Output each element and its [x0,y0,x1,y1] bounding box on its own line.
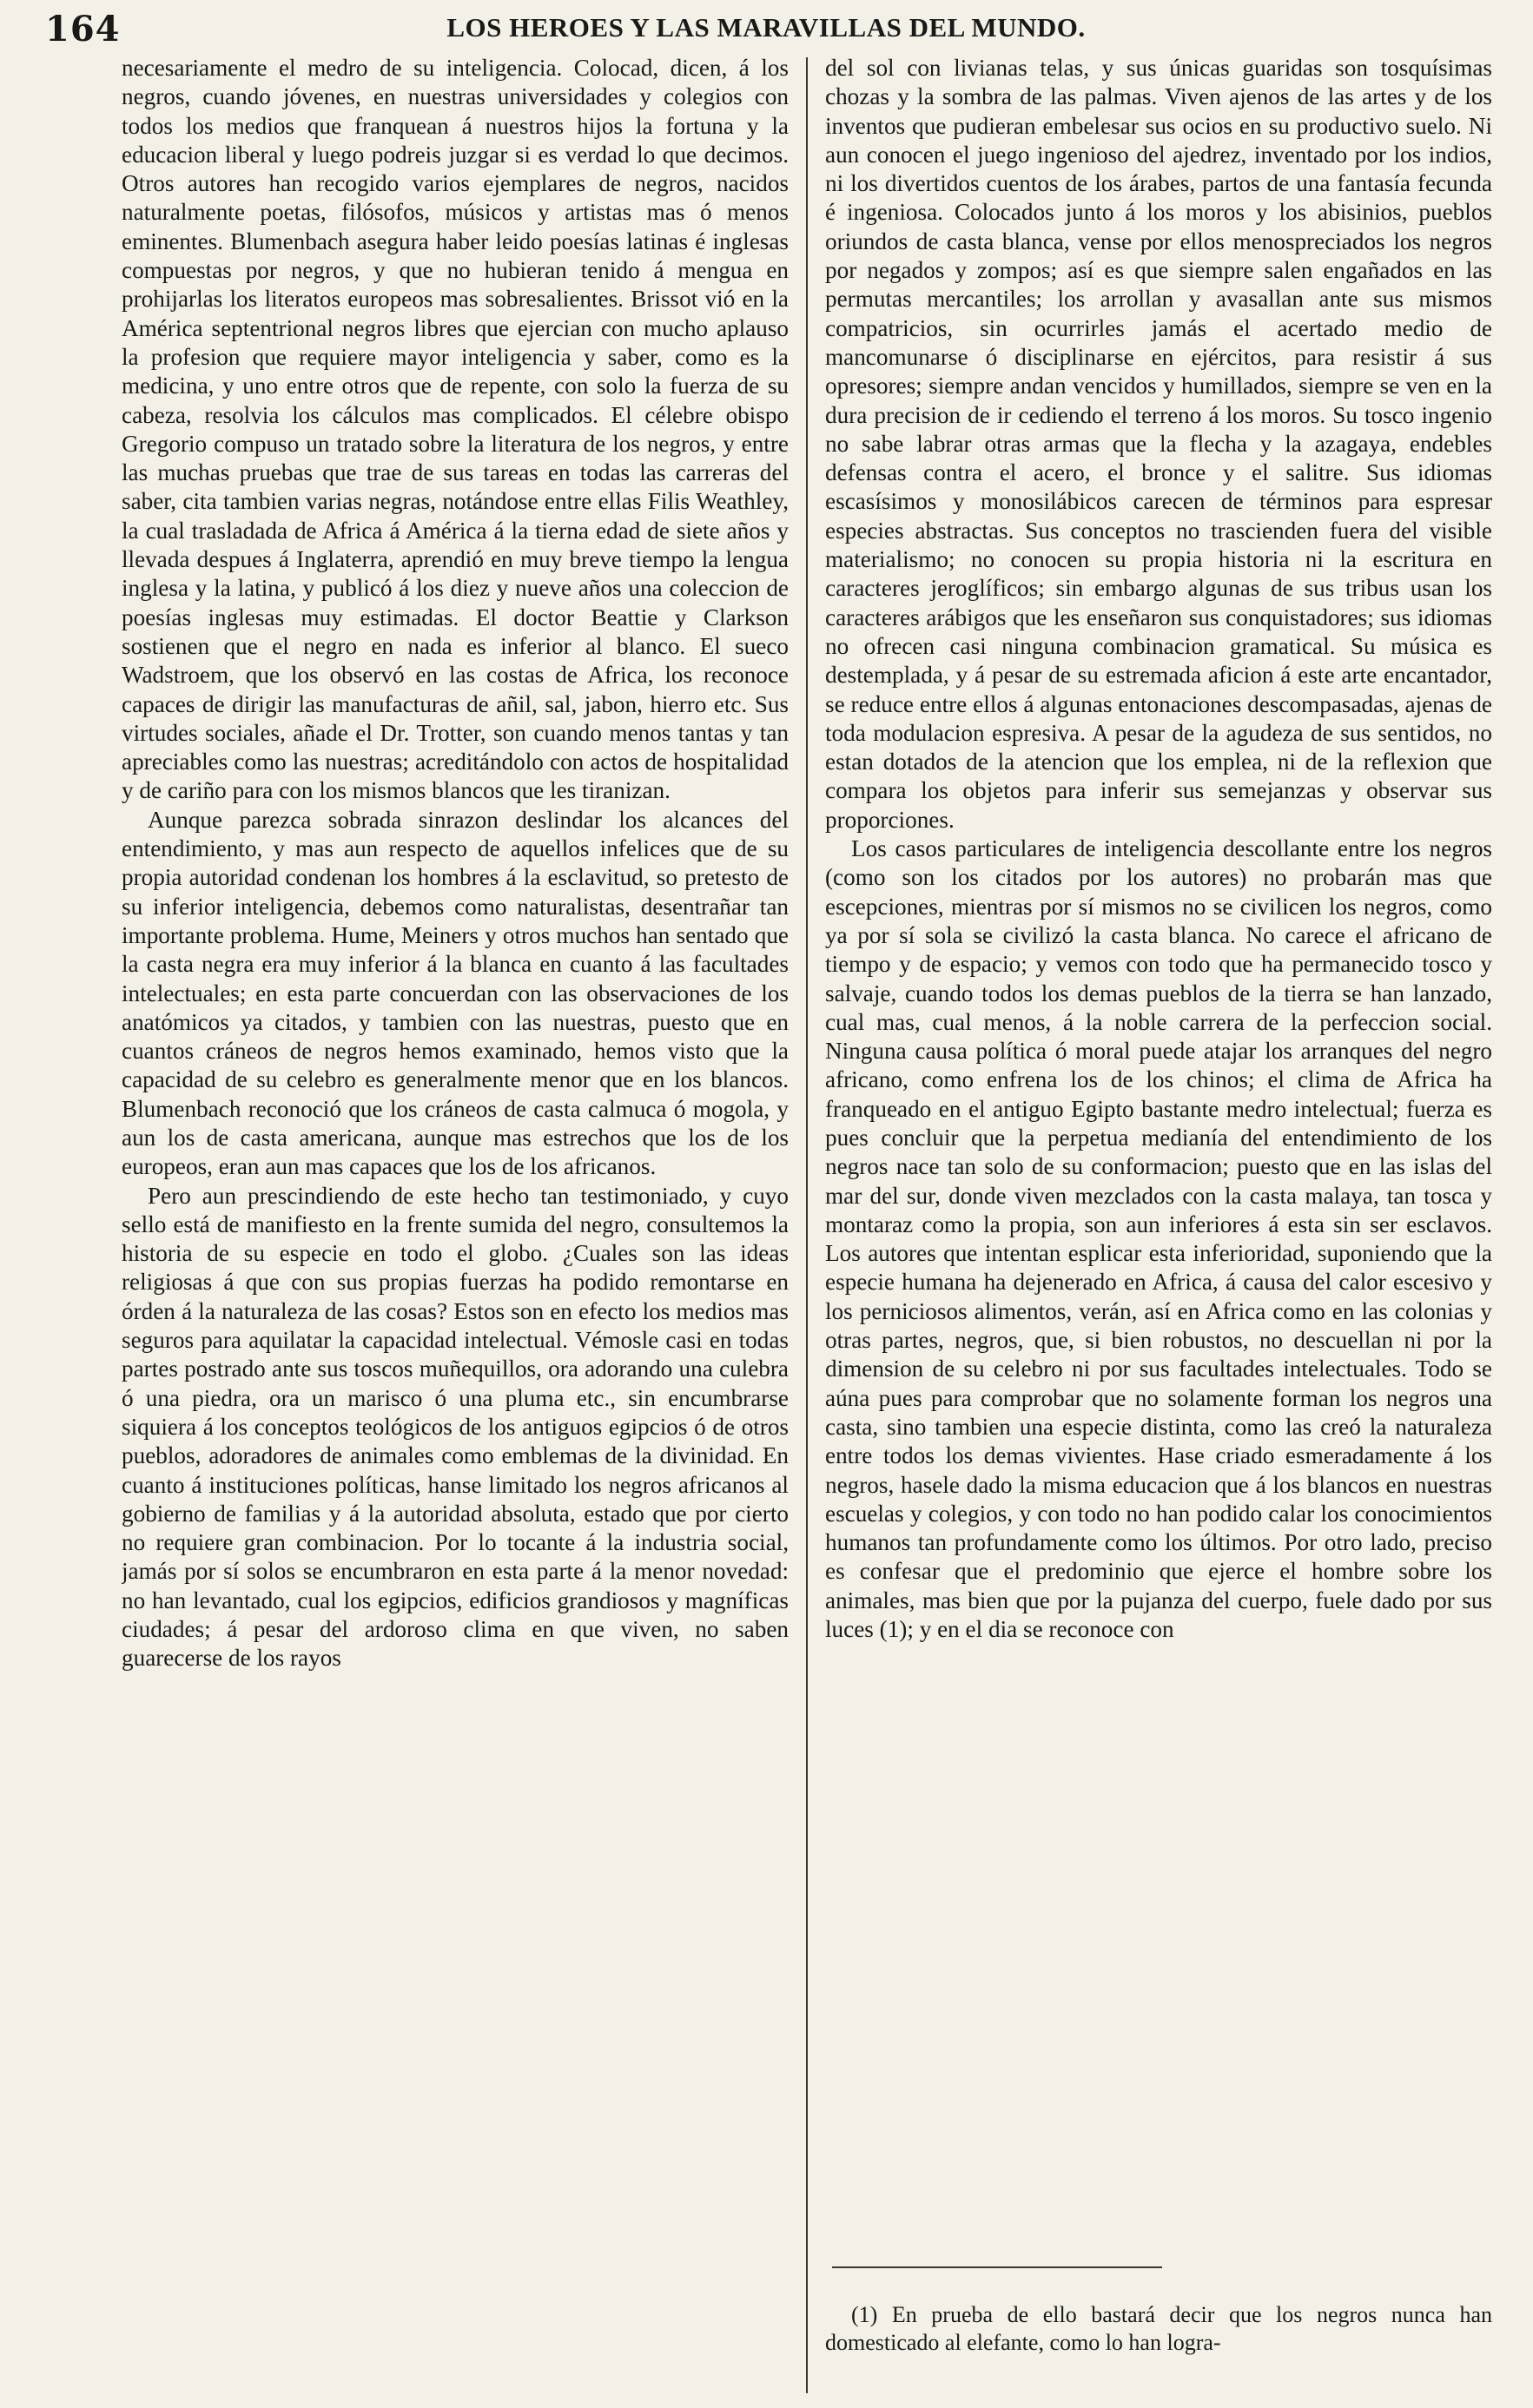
left-paragraph-1: necesariamente el medro de su inteligencia. Colocad, dicen, á los negros, cuando jóvenes, en nuestras universidades y colegios con todos los medios que franquean á nuestros hijos la fortuna y la educacion liberal y luego podreis juzgar si es verdad lo que decimos. Otros autores han recogido varios ejemplares de negros, nacidos naturalmente poetas, filósofos, músicos y artistas mas ó menos eminentes. Blumenbach asegura haber leido poesías latinas é inglesas compuestas por negros, y que no hubieran tenido á mengua en prohijarlas los literatos europeos mas sobresalientes. Brissot vió en la América septentrional negros libres que ejercian con mucho aplauso la profesion que requiere mayor inteligencia y saber, como es la medicina, y uno entre otros que de repente, con solo la fuerza de su cabeza, resolvia los cálculos mas complicados. El célebre obispo Gregorio compuso un tratado sobre la literatura de los negros, y entre las muchas pruebas que trae de sus tareas en todas las carreras del saber, cita tambien varias negras, notándose entre ellas Filis Weathley, la cual trasladada de Africa á América á la tierna edad de siete años y llevada despues á Inglaterra, aprendió en muy breve tiempo la lengua inglesa y la latina, y publicó á los diez y nueve años una coleccion de poesías inglesas muy estimadas. El doctor Beattie y Clarkson sostienen que el negro en nada es inferior al blanco. El sueco Wadstroem, que los observó en las costas de Africa, los reconoce capaces de dirigir las manufacturas de añil, sal, jabon, hierro etc. Sus virtudes sociales, añade el Dr. Trotter, son cuando menos tantas y tan apreciables como las nuestras; acreditándolo con actos de hospitalidad y de cariño para con los mismos blancos que les tiranizan. [122,55,789,804]
page-number: 164 [45,9,121,49]
right-column [825,54,1492,2199]
left-paragraph-3: Pero aun prescindiendo de este hecho tan testimoniado, y cuyo sello está de manifiesto en la frente sumida del negro, consultemos la historia de su especie en todo el globo. ¿Cuales son las ideas religiosas á que con sus propias fuerzas ha podido remontarse en órden á la naturaleza de las cosas? Estos son en efecto los medios mas seguros para aquilatar la capacidad intelectual. Vémosle casi en todas partes postrado ante sus toscos muñequillos, ora adorando una culebra ó una piedra, ora un marisco ó una pluma etc., sin encumbrarse siquiera á los conceptos teológicos de los antiguos egipcios ó de otros pueblos, adoradores de animales como emblemas de la divinidad. En cuanto á instituciones políticas, hanse limitado los negros africanos al gobierno de familias y á la autoridad absoluta, estado que por cierto no requiere gran combinacion. Por lo tocante á la industria social, jamás por sí solos se encumbraron en esta parte á la menor novedad: no han levantado, cual los egipcios, edificios grandiosos y magníficas ciudades; á pesar del ardoroso clima en que viven, no saben guarecerse de los rayos [122,1182,789,1672]
column-divider [806,57,808,2393]
right-paragraph-2: Los casos particulares de inteligencia descollante entre los negros (como son los citados por los autores) no probarán mas que escepciones, mientras por sí mismos no se civilicen los negros, como ya por sí sola se civilizó la casta blanca. No carece el africano de tiempo y de espacio; y vemos con todo que ha permanecido tosco y salvaje, cuando todos los demas pueblos de la tierra se han lanzado, cual mas, cual menos, á la noble carrera de la perfeccion social. Ninguna causa política ó moral puede atajar los arranques del negro africano, como enfrena los de los chinos; el clima de Africa ha franqueado en el antiguo Egipto bastante medro intelectual; fuerza es pues concluir que la perpetua medianía del entendimiento de los negros nace tan solo de su conformacion; puesto que en las islas del mar del sur, donde viven mezclados con la casta malaya, tan tosca y montaraz como la propia, son aun inferiores á esta sin ser esclavos. Los autores que intentan esplicar esta inferioridad, suponiendo que la especie humana ha dejenerado en Africa, á causa del calor escesivo y los perniciosos alimentos, verán, así en Africa como en las colonias y otras partes, negros, que, si bien robustos, no descuellan ni por la dimension de su celebro ni por sus facultades intelectuales. Todo se aúna pues para comprobar que no solamente forman los negros una casta, sino tambien una especie distinta, como las creó la naturaleza entre todos los demas vivientes. Hase criado esmeradamente á los negros, hasele dado la misma educacion que á los blancos en nuestras escuelas y colegios, y con todo no han podido calar los conocimientos humanos tan profundamente como los últimos. Por otro lado, preciso es confesar que el predominio que ejerce el hombre sobre los animales, mas bien que por la pujanza del cuerpo, fuele dado por sus luces (1); y en el dia se reconoce con [825,835,1492,1643]
footnote-divider [832,2266,1162,2268]
page-header [45,5,1487,50]
footnote: (1) En prueba de ello bastará decir que los negros nunca han domesticado al elefante, como lo han logra- [825,2302,1492,2355]
running-title: LOS HEROES Y LAS MARAVILLAS DEL MUNDO. [446,12,1086,43]
left-paragraph-2: Aunque parezca sobrada sinrazon deslindar los alcances del entendimiento, y mas aun respecto de aquellos infelices que de su propia autoridad condenan los hombres á la esclavitud, so pretesto de su inferior inteligencia, debemos como naturalistas, desentrañar tan importante problema. Hume, Meiners y otros muchos han sentado que la casta negra era muy inferior á la blanca en cuanto á las facultades intelectuales; en esta parte concuerdan con las observaciones de los anatómicos ya citados, y tambien con las nuestras, puesto que en cuantos cráneos de negros hemos examinado, hemos visto que la capacidad de su celebro es generalmente menor que en los blancos. Blumenbach reconoció que los cráneos de casta calmuca ó mogola, y aun los de casta americana, aunque mas estrechos que los de los europeos, eran aun mas capaces que los de los africanos. [122,806,789,1180]
left-column [122,54,789,2390]
right-paragraph-1: del sol con livianas telas, y sus únicas guaridas son tosquísimas chozas y la sombra de las palmas. Viven ajenos de las artes y de los inventos que pudieran embelesar sus ocios en su productivo suelo. Ni aun conocen el juego ingenioso del ajedrez, inventado por los indios, ni los divertidos cuentos de los árabes, partos de una fantasía fecunda é ingeniosa. Colocados junto á los moros y los abisinios, pueblos oriundos de casta blanca, vense por ellos menospreciados los negros por negados y zompos; así es que siempre salen engañados en las permutas mercantiles; los arrollan y avasallan ante sus mismos compatricios, sin ocurrirles jamás el acertado medio de mancomunarse ó disciplinarse en ejércitos, para resistir á sus opresores; siempre andan vencidos y humillados, siempre se ven en la dura precision de ir cediendo el terreno á los moros. Su tosco ingenio no sabe labrar otras armas que la flecha y la azagaya, endebles defensas contra el acero, el bronce y el salitre. Sus idiomas escasísimos y monosilábicos carecen de términos para espresar especies abstractas. Sus conceptos no trascienden fuera del visible materialismo; no conocen su propia historia ni la escritura en caracteres jeroglíficos; sin embargo algunas de sus tribus usan los caracteres arábigos que les enseñaron sus conquistadores; sus idiomas no ofrecen casi ninguna combinacion gramatical. Su música es destemplada, y á pesar de su estremada aficion á este arte encantador, se reduce entre ellos á algunas entonaciones descompasadas, ajenas de toda modulacion espresiva. A pesar de la agudeza de sus sentidos, no estan dotados de la atencion que los emplea, ni de la reflexion que compara los objetos para inferir sus semejanzas y observar sus proporciones. [825,55,1492,833]
